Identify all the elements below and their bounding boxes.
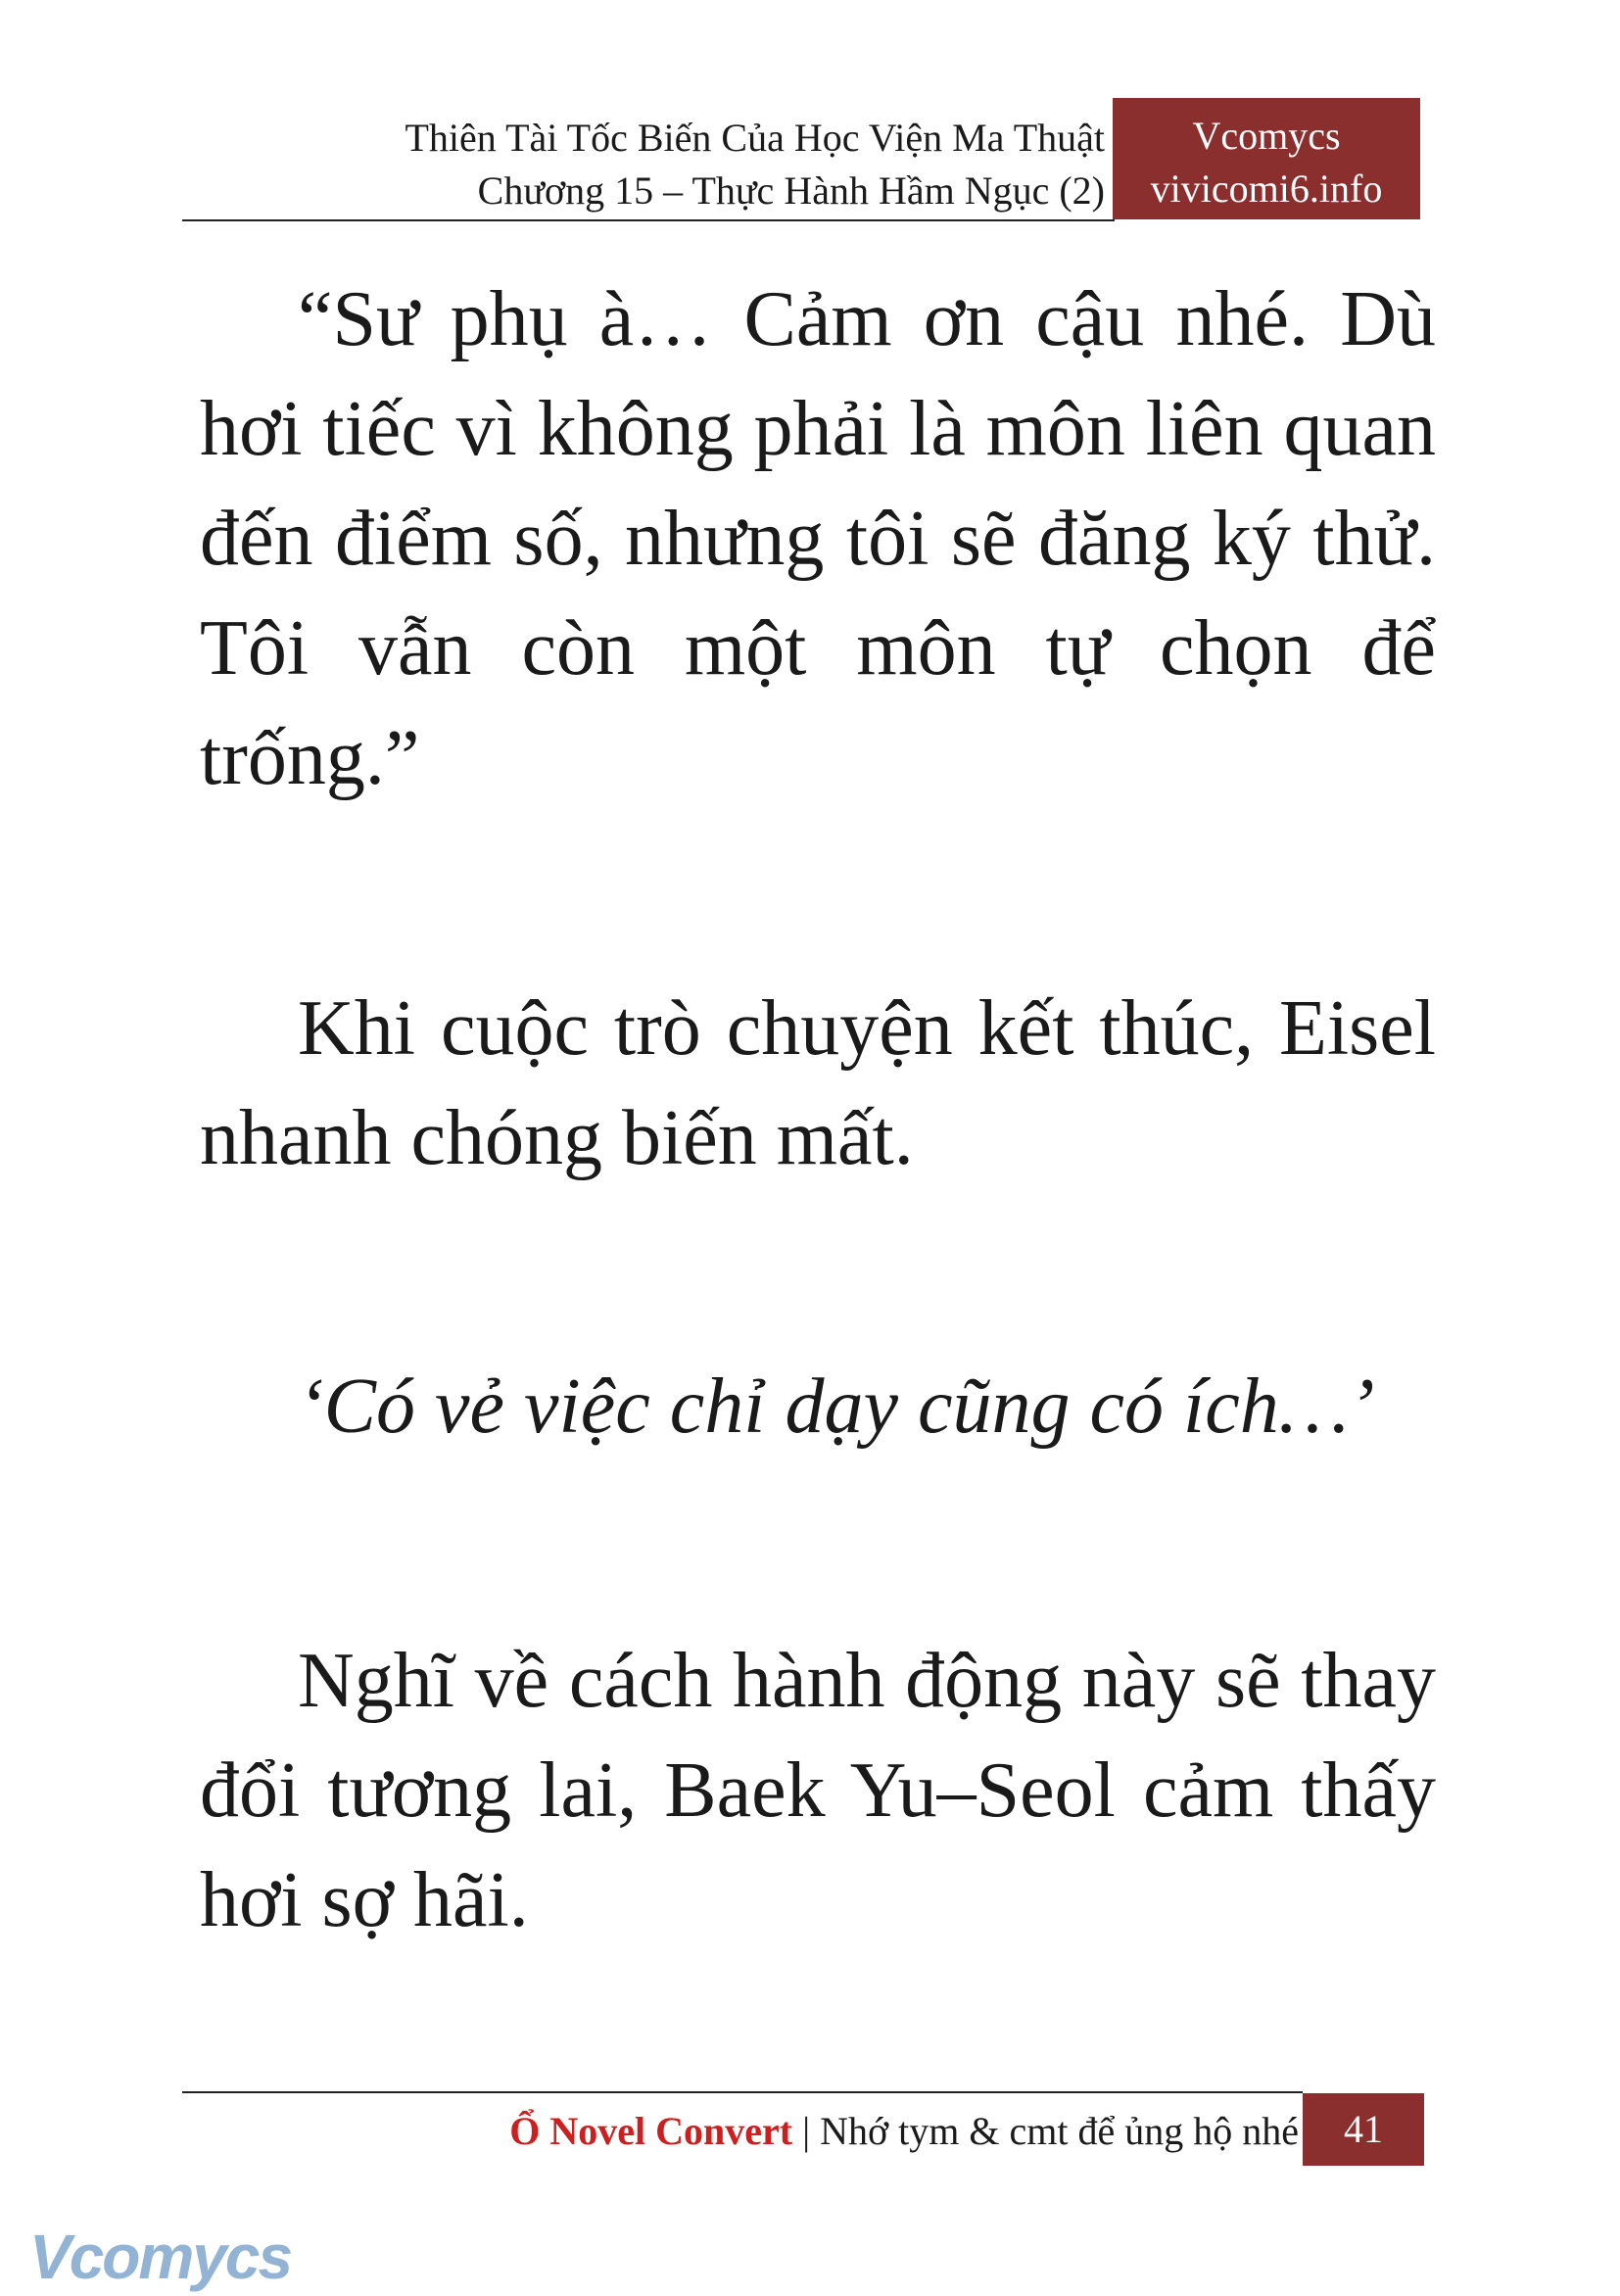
footer-note: Nhớ tym & cmt để ủng hộ nhé bbox=[820, 2109, 1299, 2153]
watermark-logo: Vcomycs bbox=[29, 2222, 292, 2292]
paragraph-1: “Sư phụ à… Cảm ơn cậu nhé. Dù hơi tiếc vì không phải là môn liên quan đến điểm số, nhưng tôi sẽ đăng ký thử. Tôi vẫn còn một môn tự chọn để trống.” bbox=[200, 276, 1436, 801]
chapter-title: Chương 15 – Thực Hành Hầm Ngục (2) bbox=[477, 168, 1105, 213]
site-name: Vcomycs bbox=[1192, 114, 1341, 158]
page-number: 41 bbox=[1303, 2093, 1424, 2166]
paragraph-3: ‘Có vẻ việc chỉ dạy cũng có ích…’ bbox=[298, 1363, 1375, 1450]
site-badge bbox=[1113, 98, 1420, 219]
header-titles bbox=[405, 112, 1106, 217]
paragraph-2: Khi cuộc trò chuyện kết thúc, Eisel nhanh chóng biến mất. bbox=[200, 985, 1436, 1181]
page-header bbox=[182, 98, 1420, 221]
footer-brand: Ổ Novel Convert bbox=[509, 2109, 793, 2153]
footer-divider bbox=[182, 2091, 1303, 2093]
header-divider bbox=[182, 219, 1115, 221]
book-title: Thiên Tài Tốc Biến Của Học Viện Ma Thuật bbox=[405, 116, 1105, 160]
footer-separator: | bbox=[792, 2109, 821, 2153]
site-url: vivicomi6.info bbox=[1150, 167, 1383, 211]
footer-line bbox=[509, 2097, 1299, 2166]
paragraph-4: Nghĩ về cách hành động này sẽ thay đổi tương lai, Baek Yu–Seol cảm thấy hơi sợ hãi. bbox=[200, 1638, 1436, 1943]
